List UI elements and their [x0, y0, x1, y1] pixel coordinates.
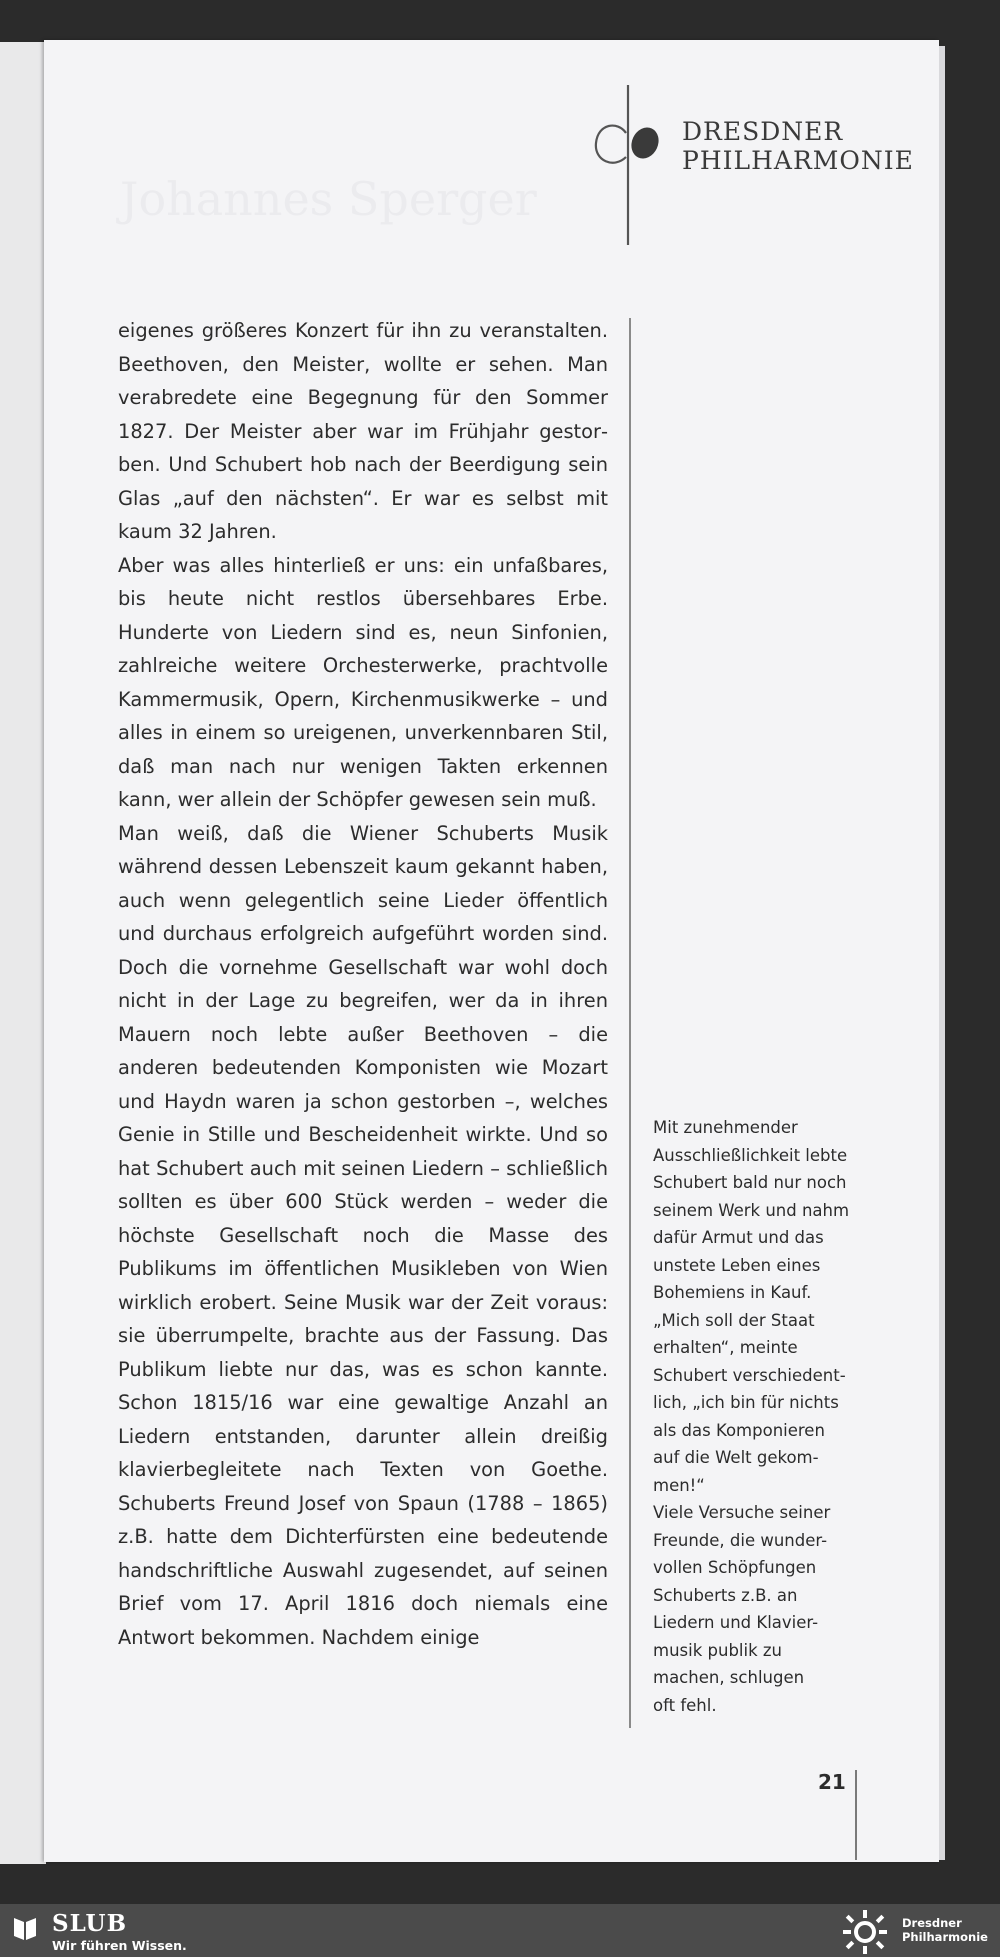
- dresdner-philharmonie-footer-logo[interactable]: [902, 1916, 988, 1944]
- page-number: 21: [818, 1770, 846, 1794]
- footer-bar: [0, 1904, 1000, 1957]
- logo-wordmark: [682, 117, 914, 175]
- main-text-column: [118, 314, 608, 1654]
- page-edge-shadow: [939, 46, 945, 1860]
- sidebar-quote: [653, 1114, 868, 1719]
- slub-logo-text[interactable]: SLUB: [52, 1910, 128, 1937]
- sidebar-paragraph-2: Viele Versuche seiner Freunde, die wunder- vollen Schöpfungen Schuberts z.B. an Liedern und Klavier- musik publik zu machen, schlugen oft fehl.: [653, 1503, 831, 1715]
- slub-book-icon: [12, 1914, 38, 1942]
- slub-tagline: Wir führen Wissen.: [52, 1938, 187, 1953]
- show-through-title: Johannes Sperger: [120, 172, 537, 226]
- logo-mark-icon: [590, 85, 660, 245]
- paragraph-1: eigenes größeres Konzert für ihn zu veranstalten. Beethoven, den Meister, wollte er sehen. Man verabredete eine Begegnung für den Sommer 1827. Der Meister aber war im Frühjahr gestorben. Und Schubert hob nach der Beerdigung sein Glas „auf den nächsten“. Er war es selbst mit kaum 32 Jahren.: [118, 319, 608, 543]
- logo-line-2: PHILHARMONIE: [682, 146, 914, 175]
- paragraph-3: Man weiß, daß die Wiener Schuberts Musik während dessen Lebenszeit kaum gekannt haben, auch wenn gelegentlich seine Lieder öffentlich und durchaus erfolgreich aufgeführt worden sind. Doch die vornehme Gesellschaft war wohl doch nicht in der Lage zu begreifen, wer da in ihren Mauern noch lebte außer Beethoven – die anderen bedeutenden Komponisten wie Mozart und Haydn waren ja schon gestorben –, welches Genie in Stille und Bescheidenheit wirkte. Und so hat Schubert auch mit seinen Liedern – schließlich sollten es über 600 Stück werden – weder die höchste Gesellschaft noch die Masse des Publikums im öffentlichen Musikleben von Wien wirklich erobert. Seine Musik war der Zeit voraus: sie überrumpelte, brachte aus der Fassung. Das Publikum liebte nur das, was es schon kannte. Schon 1815/16 war eine gewaltige Anzahl an Liedern entstanden, darunter allein dreißig klavierbegleitete nach Texten von Goethe. Schuberts Freund Josef von Spaun (1788 – 1865) z.B. hatte dem Dichterfürsten eine bedeutende handschriftliche Auswahl zugesendet, auf seinen Brief vom 17. April 1816 doch niemals eine Antwort bekommen. Nachdem einige: [118, 821, 608, 1649]
- sidebar-paragraph-1: Mit zunehmender Ausschließlichkeit lebte Schubert bald nur noch seinem Werk und nahm dafür Armut und das unstete Leben eines Bohemiens in Kauf. „Mich soll der Staat erhalten“, meinte Schubert verschiedent- lich, „ich bin für nichts als das Komponieren auf die Welt gekom- men!“: [653, 1118, 850, 1495]
- dp-footer-line-2: Philharmonie: [902, 1930, 988, 1944]
- dresdner-philharmonie-logo: [590, 85, 914, 245]
- facing-page-edge: [0, 42, 46, 1864]
- paragraph-2: Aber was alles hinterließ er uns: ein unfaßbares, bis heute nicht restlos übersehbares Erbe. Hunderte von Liedern sind es, neun Sinfonien, zahlreiche weitere Orchesterwerke, prachtvolle Kammermusik, Opern, Kirchenmusikwerke – und alles in einem so ureigenen, unverkennbaren Stil, daß man nach nur wenigen Takten erkennen kann, wer allein der Schöpfer gewesen sein muß.: [118, 553, 608, 811]
- column-divider: [629, 318, 631, 1728]
- page-number-rule: [855, 1770, 857, 1860]
- dresdner-philharmonie-emblem-icon: [840, 1908, 890, 1956]
- logo-line-1: DRESDNER: [682, 117, 844, 146]
- dp-footer-line-1: Dresdner: [902, 1916, 962, 1930]
